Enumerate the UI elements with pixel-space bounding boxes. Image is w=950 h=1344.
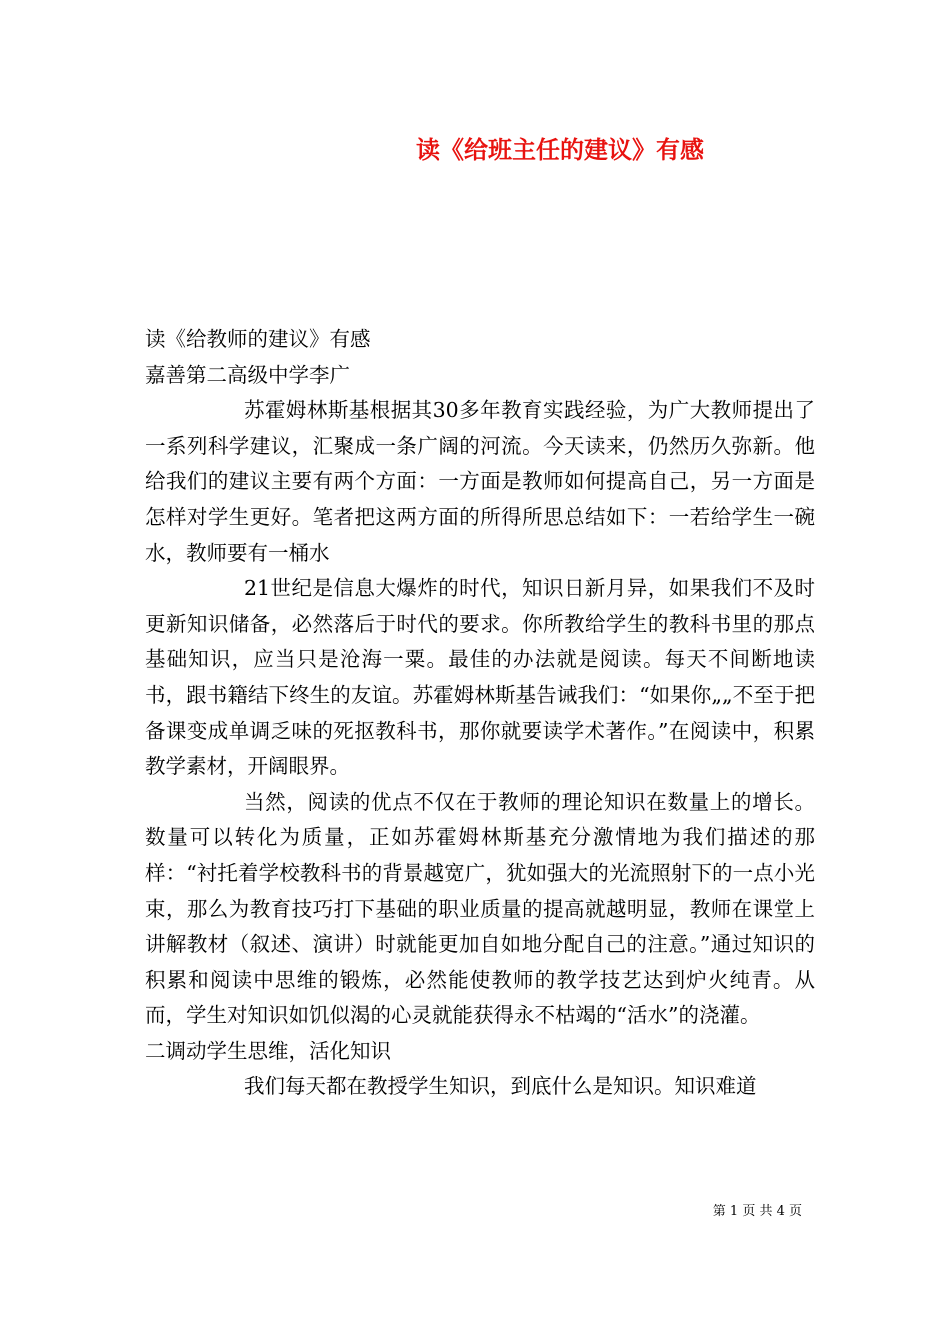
subtitle: 读《给教师的建议》有感	[145, 327, 371, 351]
document-title: 读《给班主任的建议》有感	[416, 135, 704, 164]
paragraph-2: 21世纪是信息大爆炸的时代，知识日新月异，如果我们不及时更新知识储备，必然落后于时代的要求。你所教给学生的教科书里的那点基础知识，应当只是沧海一粟。最佳的办法就是阅读。每天不间断地读书，跟书籍结下终生的友谊。苏霍姆林斯基告诫我们：“如果你„„不至于把备课变成单调乏味的死抠教科书，那你就要读学术著作。”在阅读中，积累教学素材，开阔眼界。	[145, 576, 815, 779]
section-heading: 二调动学生思维，活化知识	[145, 1038, 391, 1063]
paragraph-1: 苏霍姆林斯基根据其30多年教育实践经验，为广大教师提出了一系列科学建议，汇聚成一条广阔的河流。今天读来，仍然历久弥新。他给我们的建议主要有两个方面：一方面是教师如何提高自己，另一方面是怎样对学生更好。笔者把这两方面的所得所思总结如下：一若给学生一碗水，教师要有一桶水	[145, 398, 815, 565]
paragraph-3: 当然，阅读的优点不仅在于教师的理论知识在数量上的增长。数量可以转化为质量，正如苏霍姆林斯基充分激情地为我们描述的那样：“衬托着学校教科书的背景越宽广，犹如强大的光流照射下的一点小光束，那么为教育技巧打下基础的职业质量的提高就越明显，教师在课堂上讲解教材（叙述、演讲）时就能更加自如地分配自己的注意。”通过知识的积累和阅读中思维的锻炼，必然能使教师的教学技艺达到炉火纯青。从而，学生对知识如饥似渴的心灵就能获得永不枯竭的“活水”的浇灌。	[145, 789, 815, 1028]
author-line: 嘉善第二高级中学李广	[145, 362, 350, 387]
page-footer: 第 1 页 共 4 页	[712, 1204, 802, 1219]
paragraph-4: 我们每天都在教授学生知识，到底什么是知识。知识难道	[244, 1074, 757, 1099]
document-body	[145, 322, 815, 1105]
